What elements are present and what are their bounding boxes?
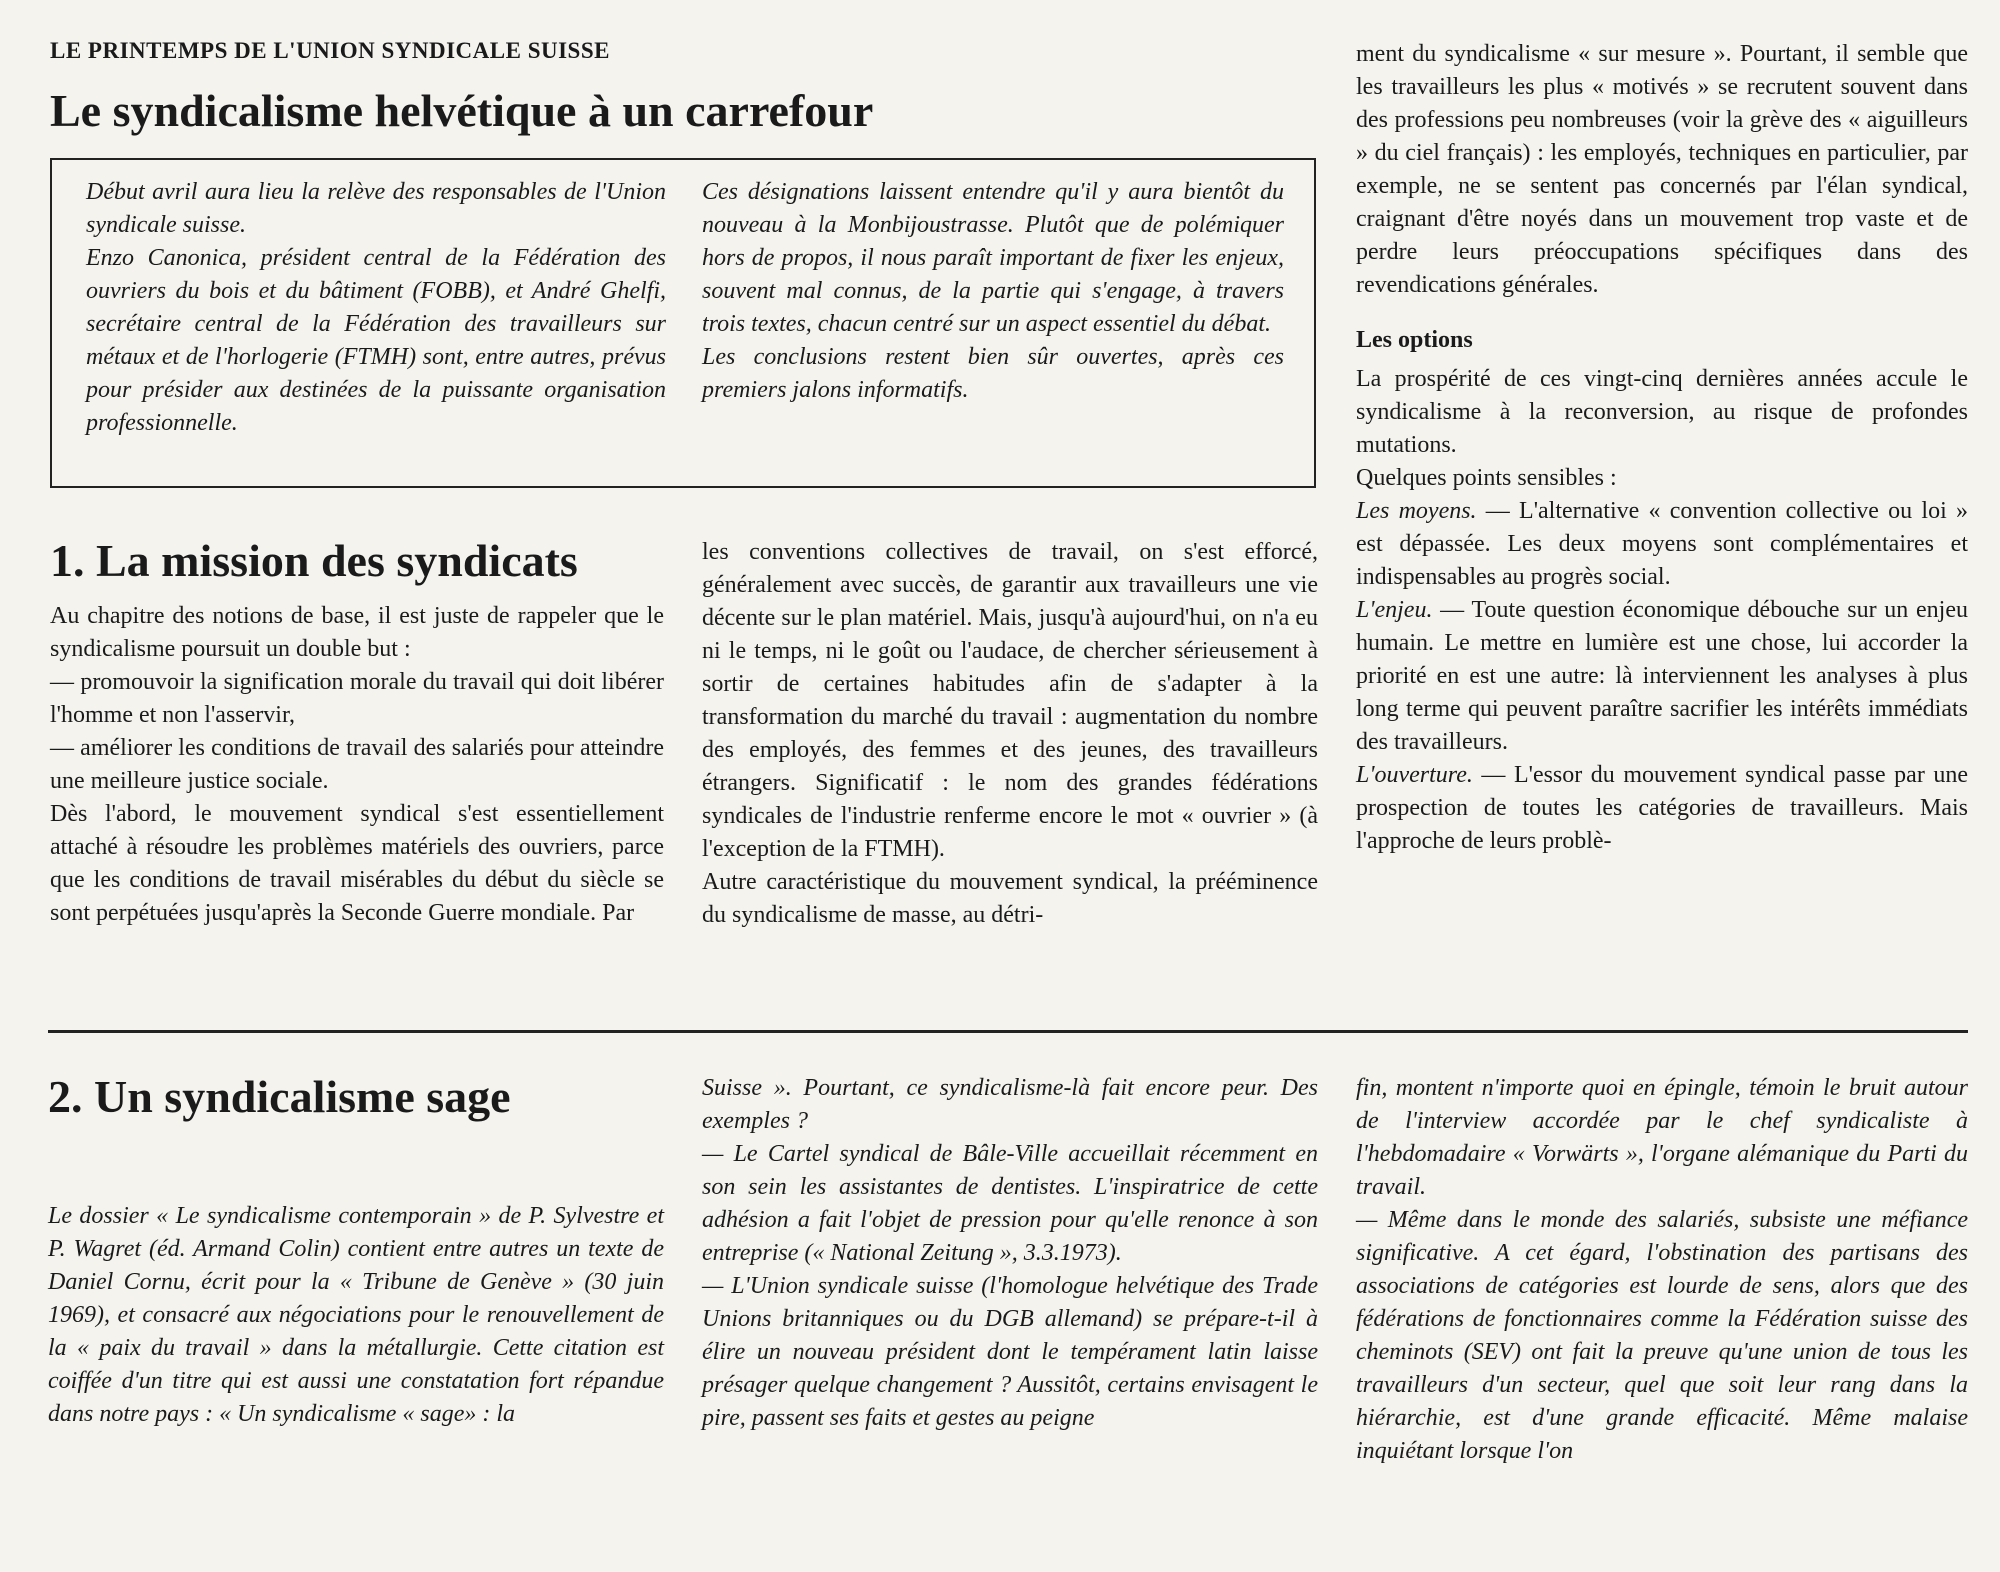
section-1-column-2 (702, 536, 1318, 932)
option-term: L'ouverture. (1356, 762, 1473, 788)
paragraph: — Même dans le monde des salariés, subsiste une méfiance significative. A cet égard, l'obstination des partisans des associations de catégories est lourde de sens, alors que des fédérations de fonctionnaires comme la Fédération suisse des cheminots (SEV) ont fait la preuve qu'une union de tous les travailleurs d'un secteur, quel que soit leur rang dans la hiérarchie, est d'une grande efficacité. Même malaise inquiétant lorsque l'on (1356, 1207, 1968, 1464)
paragraph: La prospérité de ces vingt-cinq dernières années accule le syndicalisme à la reconversion, au risque de profondes mutations. (1356, 366, 1968, 458)
option-paragraph (1356, 759, 1968, 858)
section-1-column-1 (50, 600, 664, 930)
paragraph: — L'Union syndicale suisse (l'homologue helvétique des Trade Unions britanniques ou du DGB allemand) se prépare-t-il à élire un nouveau président dont le tempérament latin laisse présager quelque changement ? Aussitôt, certains envisagent le pire, passent ses faits et gestes au peigne (702, 1273, 1318, 1431)
paragraph: Au chapitre des notions de base, il est juste de rappeler que le syndicalisme poursuit un double but : (50, 603, 664, 662)
paragraph: fin, montent n'importe quoi en épingle, témoin le bruit autour de l'interview accordée par le chef syndicaliste à l'hebdomadaire « Vorwärts », l'organe alémanique du Parti du travail. (1356, 1075, 1968, 1200)
option-term: L'enjeu. (1356, 597, 1433, 623)
section-1-column-3 (1356, 38, 1968, 858)
intro-paragraph: Ces désignations laissent entendre qu'il y aura bientôt du nouveau à la Monbijoustrasse. Plutôt que de polémiquer hors de propos, il nous paraît important de fixer les enjeux, souvent mal connus, de la partie qui s'engage, à travers trois textes, chacun centré sur un aspect essentiel du débat. (702, 179, 1284, 337)
intro-right-column (702, 176, 1284, 407)
section-2-column-1 (48, 1200, 664, 1431)
section-2-column-2 (702, 1072, 1318, 1435)
option-text: — L'essor du mouvement syndical passe par une prospection de toutes les catégories de travailleurs. Mais l'approche de leurs problè- (1356, 762, 1968, 854)
intro-paragraph: Enzo Canonica, président central de la Fédération des ouvriers du bois et du bâtiment (FOBB), et André Ghelfi, secrétaire central de la Fédération des travailleurs sur métaux et de l'horlogerie (FTMH) sont, entre autres, prévus pour présider aux destinées de la puissante organisation professionnelle. (86, 245, 666, 436)
paragraph: — Le Cartel syndical de Bâle-Ville accueillait récemment en son sein les assistantes de dentistes. L'inspiratrice de cette adhésion a fait l'objet de pression pour qu'elle renonce à son entreprise (« National Zeitung », 3.3.1973). (702, 1141, 1318, 1266)
paragraph: Suisse ». Pourtant, ce syndicalisme-là fait encore peur. Des exemples ? (702, 1075, 1318, 1134)
paragraph: ment du syndicalisme « sur mesure ». Pourtant, il semble que les travailleurs les plus « motivés » se recrutent souvent dans des professions peu nombreuses (voir la grève des « aiguilleurs » du ciel français) : les employés, techniques en particulier, par exemple, ne se sentent pas concernés par l'élan syndical, craignant d'être noyés dans un mouvement trop vaste et de perdre leurs préoccupations spécifiques dans des revendications générales. (1356, 41, 1968, 298)
section-1-title: 1. La mission des syndicats (50, 535, 578, 586)
intro-paragraph: Les conclusions restent bien sûr ouvertes, après ces premiers jalons informatifs. (702, 344, 1284, 403)
paragraph: Quelques points sensibles : (1356, 465, 1617, 491)
section-2-title: 2. Un syndicalisme sage (48, 1071, 511, 1122)
paragraph: Autre caractéristique du mouvement syndical, la prééminence du syndicalisme de masse, au détri- (702, 869, 1318, 928)
paragraph: les conventions collectives de travail, on s'est efforcé, généralement avec succès, de garantir aux travailleurs une vie décente sur le plan matériel. Mais, jusqu'à aujourd'hui, on n'a eu ni le temps, ni le goût ou l'audace, de chercher sérieusement à sortir de certaines habitudes afin de s'adapter à la transformation du marché du travail : augmentation du nombre des employés, des femmes et des jeunes, des travailleurs étrangers. Significatif : le nom des grandes fédérations syndicales de l'industrie renferme encore le mot « ouvrier » (à l'exception de la FTMH). (702, 539, 1318, 862)
option-text: — L'alternative « convention collective ou loi » est dépassée. Les deux moyens sont complémentaires et indispensables au progrès social. (1356, 498, 1968, 590)
paragraph: Dès l'abord, le mouvement syndical s'est essentiellement attaché à résoudre les problèmes matériels des ouvriers, parce que les conditions de travail misérables du début du siècle se sont perpétuées jusqu'après la Seconde Guerre mondiale. Par (50, 801, 664, 926)
section-2-column-3 (1356, 1072, 1968, 1468)
option-term: Les moyens. (1356, 498, 1477, 524)
intro-paragraph: Début avril aura lieu la relève des responsables de l'Union syndicale suisse. (86, 179, 666, 238)
option-text: — Toute question économique débouche sur un enjeu humain. Le mettre en lumière est une chose, lui accorder la priorité en est une autre: là interviennent les analyses à plus long terme qui peuvent paraître sacrifier les intérêts immédiats des travailleurs. (1356, 597, 1968, 755)
subheading-options: Les options (1356, 327, 1473, 353)
paragraph: Le dossier « Le syndicalisme contemporain » de P. Sylvestre et P. Wagret (éd. Armand Colin) contient entre autres un texte de Daniel Cornu, écrit pour la « Tribune de Genève » (30 juin 1969), et consacré aux négociations pour le renouvellement de la « paix du travail » dans la métallurgie. Cette citation est coiffée d'un titre qui est aussi une constatation fort répandue dans notre pays : « Un syndicalisme « sage» : la (48, 1203, 664, 1427)
section-divider (48, 1030, 1968, 1033)
headline: Le syndicalisme helvétique à un carrefour (50, 85, 874, 136)
paragraph: — promouvoir la signification morale du travail qui doit libérer l'homme et non l'asservir, (50, 669, 664, 728)
intro-left-column (86, 176, 666, 440)
option-paragraph (1356, 594, 1968, 759)
paragraph: — améliorer les conditions de travail des salariés pour atteindre une meilleure justice sociale. (50, 735, 664, 794)
option-paragraph (1356, 495, 1968, 594)
kicker: LE PRINTEMPS DE L'UNION SYNDICALE SUISSE (50, 38, 610, 63)
